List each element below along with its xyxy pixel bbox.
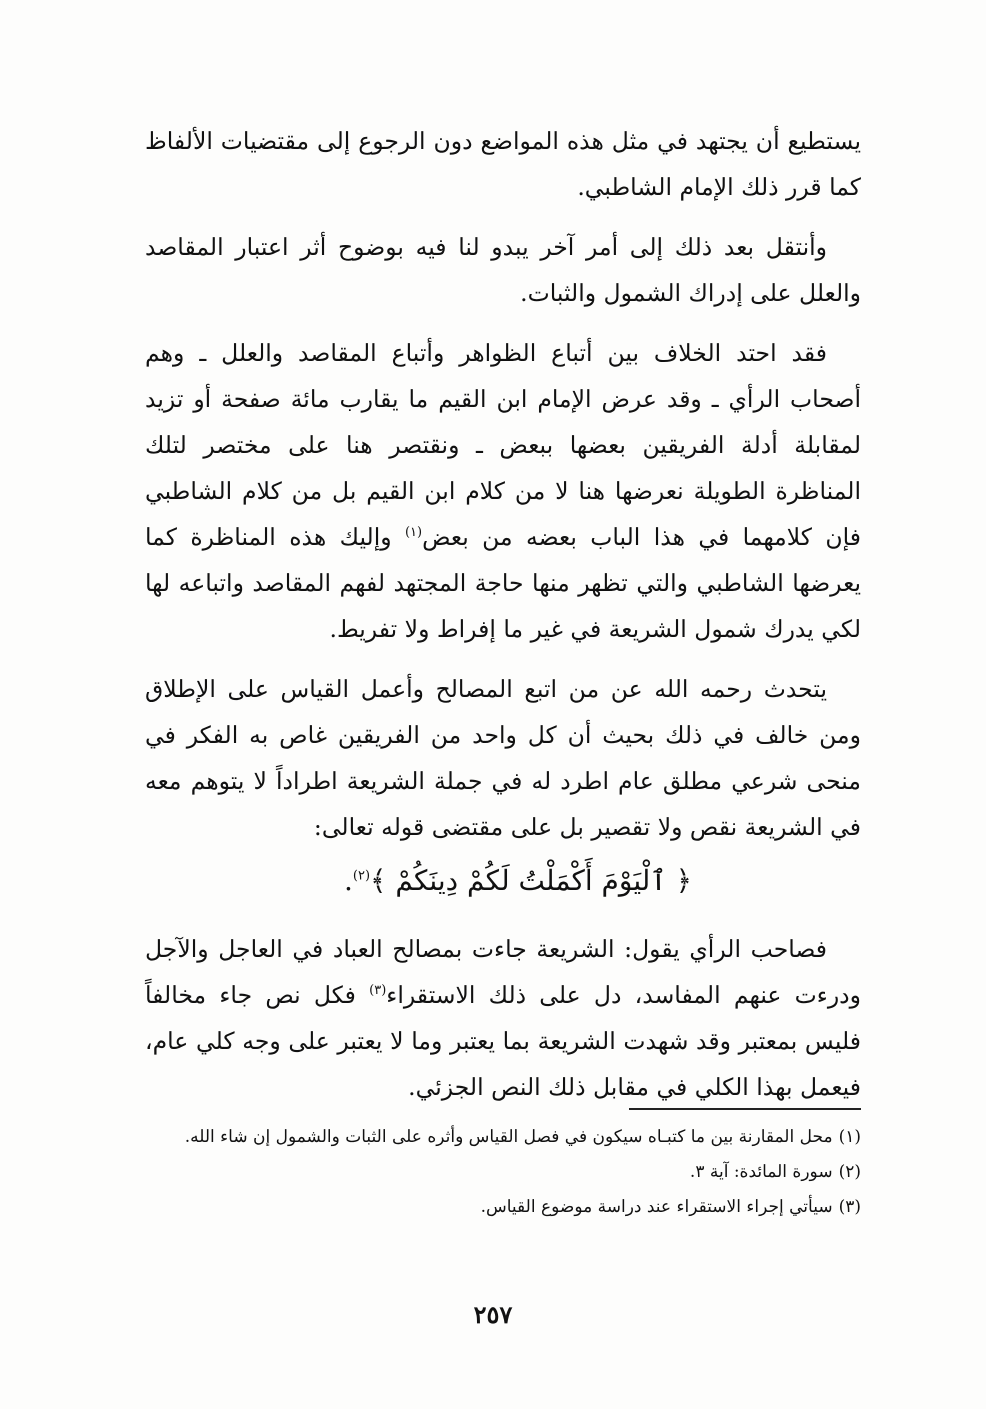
paragraph-2-text: وأنتقل بعد ذلك إلى أمر آخر يبدو لنا فيه بوضوح أثر اعتبار المقاصد والعلل على إدراك الشمول والثبات. — [145, 233, 861, 307]
paragraph-5 — [145, 926, 861, 1110]
paragraph-4-text: يتحدث رحمه الله عن من اتبع المصالح وأعمل القياس على الإطلاق ومن خالف في ذلك بحيث أن كل واحد من الفريقين غاص به الفكر في منحى شرعي مطلق عام اطرد له في جملة الشريعة اطراداً لا يتوهم معه في الشريعة نقص ولا تقصير بل على مقتضى قوله تعالى: — [145, 675, 861, 841]
footnotes — [145, 1108, 861, 1225]
footnote-2-number: (٢) — [838, 1162, 861, 1182]
paragraph-5-text-b: فكل نص جاء مخالفاً فليس بمعتبر وقد شهدت الشريعة بما يعتبر وما لا يعتبر على وجه كلي عام، فيعمل بهذا الكلي في مقابل ذلك النص الجزئي. — [145, 981, 861, 1101]
quran-verse — [145, 850, 861, 912]
main-text — [145, 118, 861, 1110]
footnote-3-number: (٣) — [838, 1197, 861, 1217]
footnote-1-number: (١) — [838, 1127, 861, 1147]
footnote-2 — [145, 1155, 861, 1190]
page-number: ٢٥٧ — [473, 1300, 513, 1329]
footnote-ref-1: (١) — [404, 525, 423, 541]
footnote-2-text: سورة المائدة: آية ٣. — [689, 1162, 833, 1182]
quran-verse-text: ﴿ ٱلْيَوْمَ أَكْمَلْتُ لَكُمْ دِينَكُمْ ﴾ — [370, 864, 693, 897]
footnote-rule-wrap — [145, 1108, 861, 1110]
footnote-1-text: محل المقارنة بين ما كتبـاه سيكون في فصل القياس وأثره على الثبات والشمول إن شاء الله. — [184, 1127, 833, 1147]
footnote-ref-2: (٢) — [352, 868, 371, 884]
quran-verse-end: . — [343, 864, 353, 897]
footnote-3-text: سيأتي إجراء الاستقراء عند دراسة موضوع القياس. — [480, 1197, 833, 1217]
footnote-ref-3: (٣) — [369, 983, 387, 999]
paragraph-4 — [145, 666, 861, 850]
paragraph-3 — [145, 330, 861, 652]
paragraph-3-text-a: فقد احتد الخلاف بين أتباع الظواهر وأتباع المقاصد والعلل ـ وهم أصحاب الرأي ـ وقد عرض الإمام ابن القيم ما يقارب مائة صفحة أو تزيد لمقابلة أدلة الفريقين بعضها ببعض ـ ونقتصر هنا على مختصر لتلك المناظرة الطويلة نعرضها هنا لا من كلام ابن القيم بل من كلام الشاطبي فإن كلامهما في هذا الباب بعضه من بعض — [145, 339, 861, 551]
footnote-1 — [145, 1120, 861, 1155]
paragraph-1 — [145, 118, 861, 210]
footnote-3 — [145, 1190, 861, 1225]
footnote-separator — [629, 1108, 861, 1110]
paragraph-1-text: يستطيع أن يجتهد في مثل هذه المواضع دون الرجوع إلى مقتضيات الألفاظ كما قرر ذلك الإمام الشاطبي. — [145, 127, 861, 201]
paragraph-5-text-a: فصاحب الرأي يقول: الشريعة جاءت بمصالح العباد في العاجل والآجل ودرءت عنهم المفاسد، دل على ذلك الاستقراء — [145, 935, 861, 1009]
paragraph-3-text-b: وإليك هذه المناظرة كما يعرضها الشاطبي والتي تظهر منها حاجة المجتهد لفهم المقاصد واتباعه لها لكي يدرك شمول الشريعة في غير ما إفراط ولا تفريط. — [145, 523, 861, 643]
paragraph-2 — [145, 224, 861, 316]
